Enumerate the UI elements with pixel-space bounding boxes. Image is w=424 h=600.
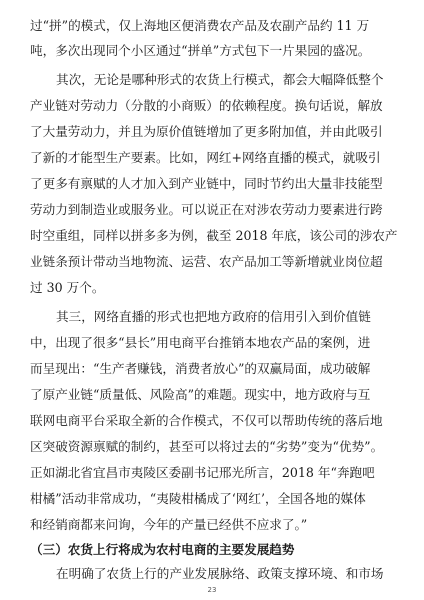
paragraph-line: 联网电商平台采取全新的合作模式，不仅可以帮助传统的落后地 [30,413,383,428]
paragraph-line: 过“拼”的模式，仅上海地区便消费农产品及农副产品约 11 万 [30,18,370,33]
paragraph-line: 吨，多次出现同个小区通过“拼单”方式包下一片果园的盛况。 [30,43,371,58]
paragraph-line: 在明确了农货上行的产业发展脉络、政策支撑环境、和市场 [56,566,384,581]
paragraph-line: 柑橘”活动非常成功，“夷陵柑橘成了‘网红’，全国各地的媒体 [30,491,366,506]
paragraph-line: 时空重组，同样以拼多多为例，截至 2018 年底，该公司的涉农产 [30,228,398,243]
paragraph-line: 其三，网络直播的形式也把地方政府的信用引入到价值链 [56,309,371,324]
page-number: 23 [207,586,217,594]
paragraph-line: 劳动力到制造业或服务业。可以说正在对涉农劳动力要素进行跨 [30,202,383,217]
paragraph-line: 过 30 万个。 [30,280,105,295]
paragraph-line: 业链条预计带动当地物流、运营、农产品加工等新增就业岗位超 [30,254,383,269]
paragraph-line: 而呈现出：“生产者赚钱，消费者放心”的双赢局面，成功破解 [30,361,371,376]
paragraph-line: 中，出现了很多“县长”用电商平台推销本地农产品的案例，进 [30,335,371,350]
paragraph-line: 其次，无论是哪种形式的农货上行模式，都会大幅降低整个 [56,72,384,87]
paragraph-line: 和经销商都来问询，今年的产量已经供不应求了。” [30,517,308,532]
paragraph-line: 正如湖北省宜昌市夷陵区委副书记邢光所言，2018 年“奔跑吧 [30,465,375,480]
paragraph-line: 了原产业链“质量低、风险高”的难题。现实中，地方政府与互 [30,387,371,402]
section-heading: （三）农货上行将成为农村电商的主要发展趋势 [30,542,295,557]
paragraph-line: 产业链对劳动力（分散的小商贩）的依赖程度。换句话说，解放 [30,98,383,113]
paragraph-line: 了更多有禀赋的人才加入到产业链中，同时节约出大量非技能型 [30,176,383,191]
paragraph-line: 了大量劳动力，并且为原价值链增加了更多附加值，并由此吸引 [30,124,383,139]
paragraph-line: 了新的才能型生产要素。比如，网红+网络直播的模式，就吸引 [30,150,381,165]
paragraph-line: 区突破资源禀赋的制约，甚至可以将过去的“劣势”变为“优势”。 [30,439,384,454]
